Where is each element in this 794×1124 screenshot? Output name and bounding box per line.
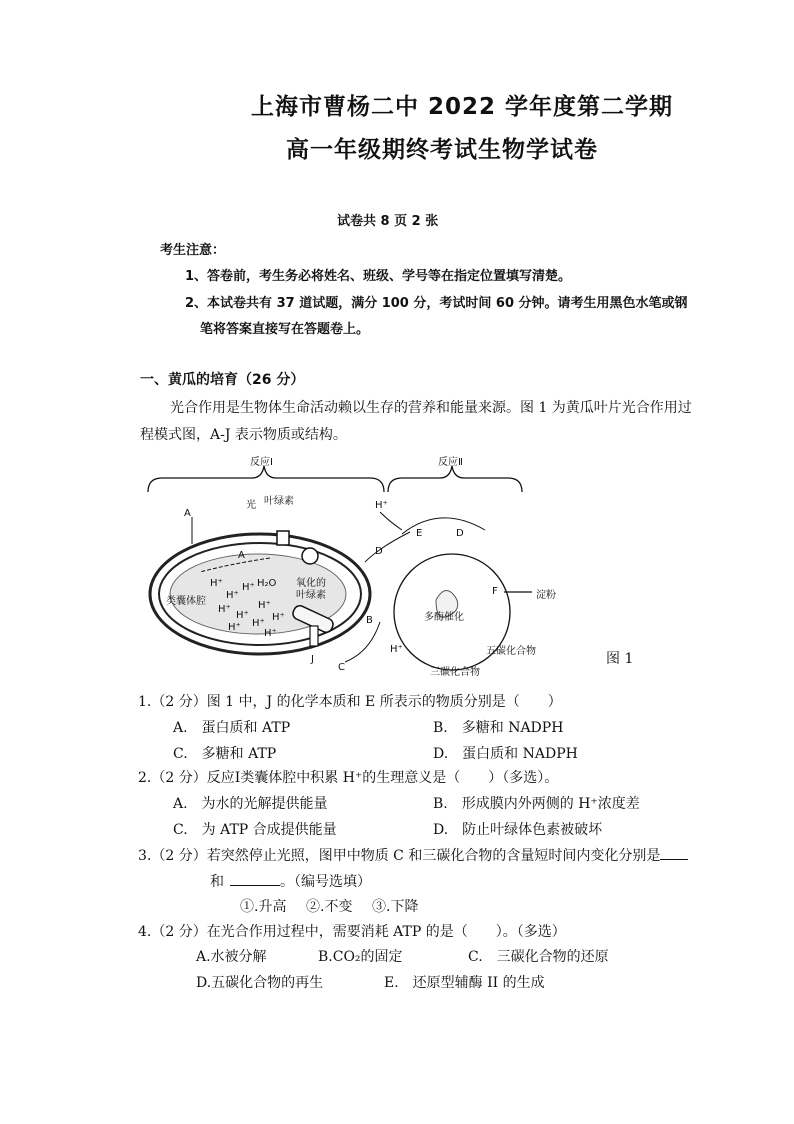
label-h-ion: H⁺ (258, 600, 271, 611)
label-h-ion: H⁺ (228, 622, 241, 633)
question-4-option-c: C. 三碳化合物的还原 (468, 949, 609, 965)
photosystem-protein (302, 548, 318, 564)
label-d-left: D (375, 546, 383, 557)
arrow-d-to-e (365, 532, 410, 562)
label-h-ion: H⁺ (252, 618, 265, 629)
section-heading: 一、黄瓜的培育（26 分） (140, 372, 305, 388)
label-thylakoid-lumen: 类囊体腔 (166, 596, 206, 607)
label-oxidized-chl-2: 叶绿素 (296, 590, 326, 601)
exam-page-info: 试卷共 8 页 2 张 (337, 214, 439, 229)
question-3-stem-b (210, 871, 371, 891)
question-2-option-b: B. 形成膜内外两侧的 H⁺浓度差 (433, 796, 640, 812)
label-h-bottom: H⁺ (390, 644, 403, 655)
label-c5: 五碳化合物 (486, 646, 536, 657)
question-4-option-a: A.水被分解 (196, 949, 267, 965)
question-4-option-e: E. 还原型辅酶 II 的生成 (384, 975, 545, 991)
question-2-option-d: D. 防止叶绿体色素被破坏 (433, 822, 603, 838)
question-1-option-a: A. 蛋白质和 ATP (173, 720, 291, 736)
atp-synthase-stalk (310, 626, 318, 646)
question-3-option-2: ②.不变 (306, 899, 353, 915)
question-3-option-1: ①.升高 (240, 899, 287, 915)
label-h-top: H⁺ (375, 500, 388, 511)
label-f: F (492, 586, 498, 597)
question-3-stem-a-text: 3.（2 分）若突然停止光照，图甲中物质 C 和三碳化合物的含量短时间内变化分别是 (138, 848, 661, 864)
label-c: C (338, 662, 345, 673)
label-h2o: H₂O (257, 578, 277, 589)
exam-title-line2: 高一年级期终考试生物学试卷 (286, 137, 598, 163)
label-h-ion: H⁺ (242, 582, 255, 593)
question-1-option-d: D. 蛋白质和 NADPH (433, 746, 578, 762)
answer-blank-2[interactable] (230, 873, 280, 886)
figure-1 (140, 452, 640, 677)
exam-title-line1: 上海市曹杨二中 2022 学年度第二学期 (251, 94, 674, 120)
label-j: J (311, 654, 314, 665)
question-2-option-a: A. 为水的光解提供能量 (173, 796, 328, 812)
label-a-up: A (184, 508, 191, 519)
section-intro-b: 程模式图，A-J 表示物质或结构。 (140, 427, 347, 443)
label-e: E (416, 528, 423, 539)
label-h-ion: H⁺ (264, 628, 277, 639)
question-4-option-d: D.五碳化合物的再生 (196, 975, 324, 991)
notice-item-2a: 2、本试卷共有 37 道试题，满分 100 分，考试时间 60 分钟。请考生用黑色水笔或钢 (185, 296, 688, 311)
question-1-option-b: B. 多糖和 NADPH (433, 720, 564, 736)
question-3-stem-a (138, 845, 688, 865)
photosystem-box (277, 531, 289, 545)
answer-blank-1[interactable] (660, 847, 688, 860)
label-enzyme: 多酶催化 (424, 612, 464, 623)
label-chlorophyll: 叶绿素 (264, 496, 294, 507)
question-1-stem: 1.（2 分）图 1 中，J 的化学本质和 E 所表示的物质分别是（ ） (138, 694, 562, 710)
label-h-ion: H⁺ (236, 610, 249, 621)
arrow-h-to-d (380, 512, 402, 530)
label-starch: 淀粉 (536, 590, 556, 601)
label-h-ion: H⁺ (218, 604, 231, 615)
question-4-option-b: B.CO₂的固定 (318, 949, 403, 965)
label-oxidized-chl-1: 氧化的 (296, 578, 326, 589)
notice-item-1: 1、答卷前，考生务必将姓名、班级、学号等在指定位置填写清楚。 (185, 269, 572, 284)
question-1-option-c: C. 多糖和 ATP (173, 746, 277, 762)
label-h-ion: H⁺ (226, 590, 239, 601)
reaction1-brace (148, 466, 384, 492)
notice-item-2b: 笔将答案直接写在答题卷上。 (200, 322, 370, 337)
question-2-stem: 2.（2 分）反应Ⅰ类囊体腔中积累 H⁺的生理意义是（ ）（多选）。 (138, 770, 559, 786)
label-a-mid: A (238, 550, 245, 561)
label-reaction1: 反应Ⅰ (250, 457, 273, 468)
label-h-ion: H⁺ (210, 578, 223, 589)
question-3-option-3: ③.下降 (372, 899, 419, 915)
label-d-right: D (456, 528, 464, 539)
label-reaction2: 反应Ⅱ (438, 457, 463, 468)
label-b: B (366, 615, 373, 626)
arrow-cycle-top (402, 518, 485, 534)
question-4-stem: 4.（2 分）在光合作用过程中，需要消耗 ATP 的是（ ）。（多选） (138, 924, 566, 940)
figure-caption: 图 1 (606, 651, 634, 667)
question-2-option-c: C. 为 ATP 合成提供能量 (173, 822, 337, 838)
label-light: 光 (246, 500, 256, 511)
label-c3: 三碳化合物 (430, 667, 480, 678)
reaction2-brace (388, 466, 522, 492)
question-3-and: 和 (210, 874, 224, 890)
question-3-note: 。（编号选填） (280, 874, 371, 890)
label-h-ion: H⁺ (272, 612, 285, 623)
section-intro-a: 光合作用是生物体生命活动赖以生存的营养和能量来源。图 1 为黄瓜叶片光合作用过 (170, 400, 692, 416)
notice-heading: 考生注意： (160, 243, 226, 258)
